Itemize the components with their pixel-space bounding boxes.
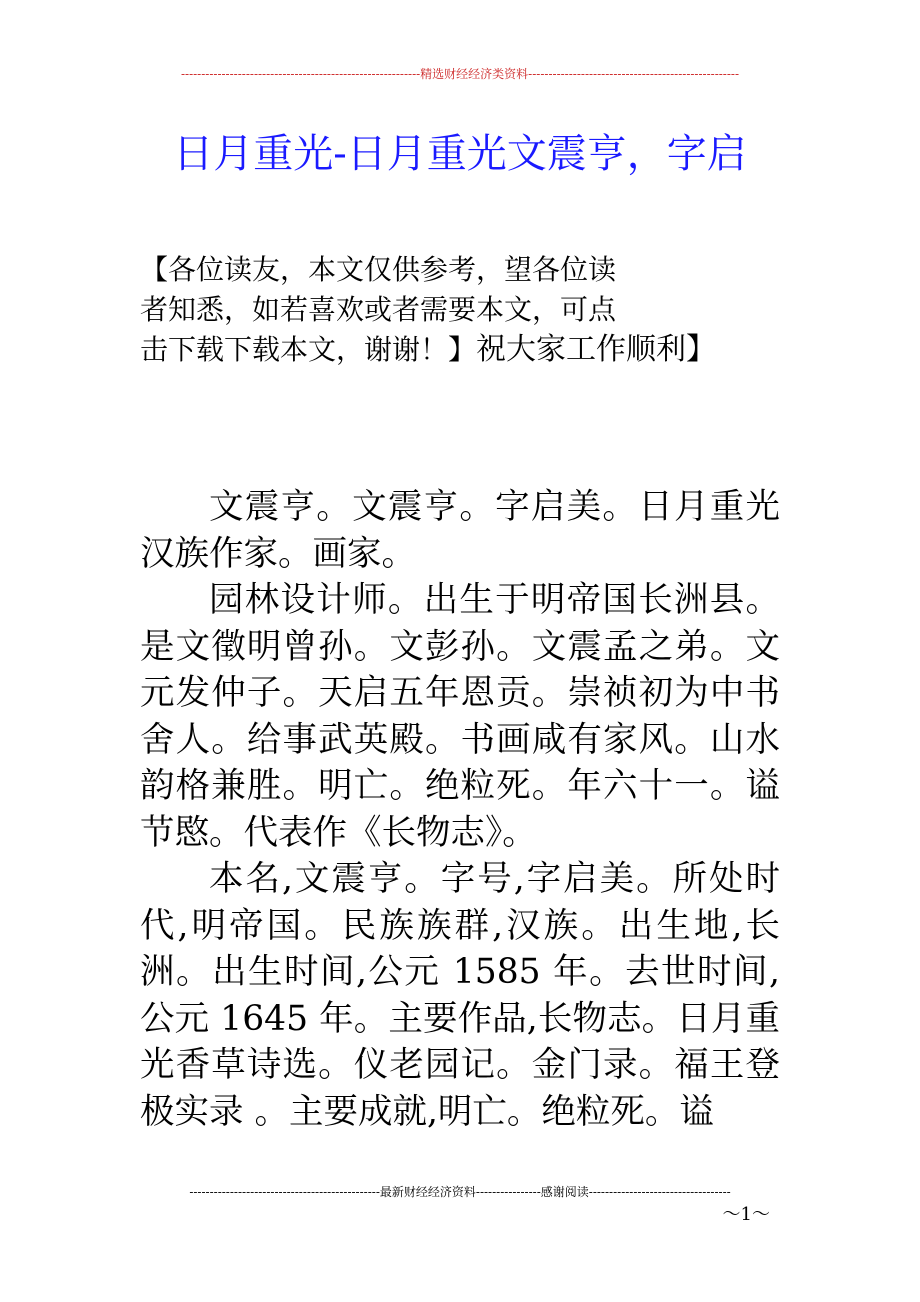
paragraph: 文震亨。文震亨。字启美。日月重光汉族作家。画家。 (140, 487, 780, 574)
header-rule: -----------------------------------------------------------精选财经经济类资料---------------------------------------------------- (180, 67, 740, 81)
paragraph: 本名,文震亨。字号,字启美。所处时代,明帝国。民族族群,汉族。出生地,长洲。出生时间,公元 1585 年。去世时间,公元 1645 年。主要作品,长物志。日月重光香草诗选。仪老园记。金门录。福王登极实录 。主要成就,明亡。绝粒死。谥 (140, 859, 780, 1132)
page-number: ～1～ (722, 1204, 770, 1225)
article-body (140, 484, 780, 1135)
notice-line-3-part-a: 击下载下载本文，谢谢！】 (140, 333, 477, 366)
document-title: 日月重光-日月重光文震亨，字启 (173, 131, 747, 177)
paragraph: 园林设计师。出生于明帝国长洲县。是文徵明曾孙。文彭孙。文震孟之弟。文元发仲子。天启五年恩贡。崇祯初为中书舍人。给事武英殿。书画咸有家风。山水韵格兼胜。明亡。绝粒死。年六十一。谥节愍。代表作《长物志》。 (140, 580, 780, 853)
notice-line-2: 者知悉，如若喜欢或者需要本文，可点 (140, 293, 617, 326)
notice-line-3-part-b: 祝大家工作顺利】 (476, 332, 717, 367)
notice-line-1: 【各位读友，本文仅供参考，望各位读 (140, 253, 617, 286)
footer-rule: -----------------------------------------------最新财经经济资料----------------感谢阅读----------------------------------- (189, 1185, 731, 1199)
reader-notice (140, 250, 780, 370)
notice-line-3 (140, 330, 780, 370)
